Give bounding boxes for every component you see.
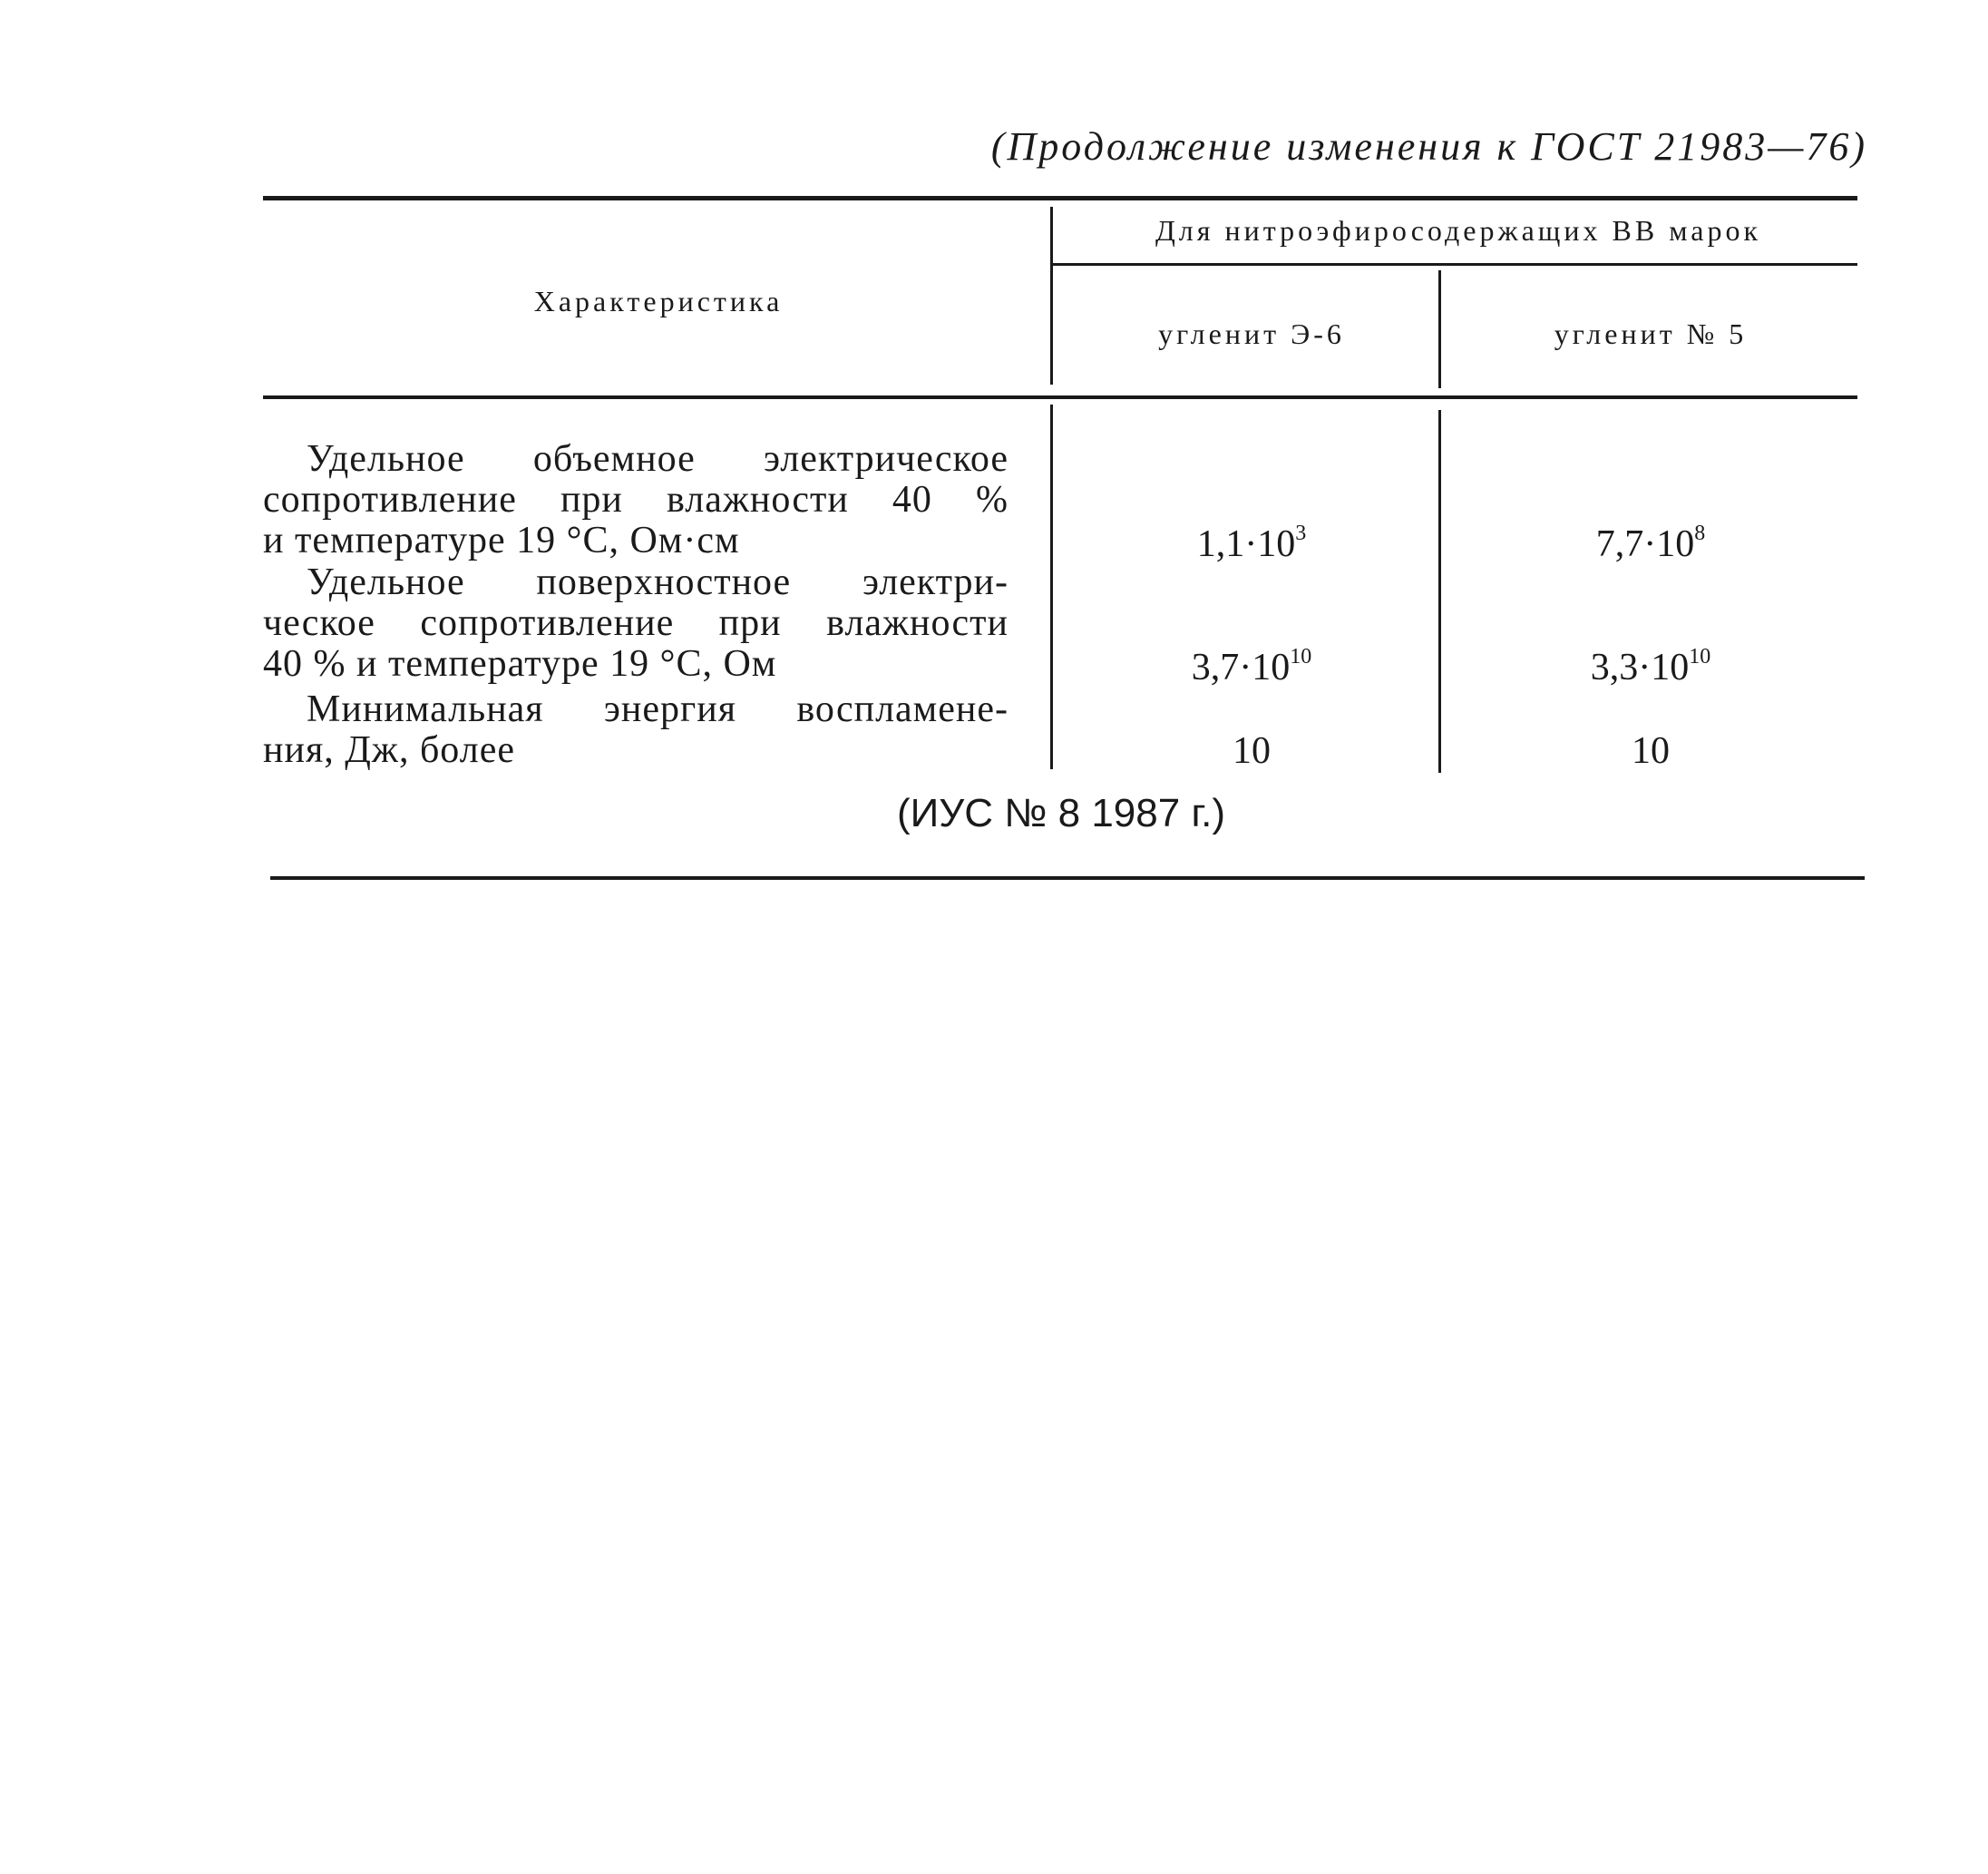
column-divider-sub-body xyxy=(1438,410,1441,773)
bottom-rule xyxy=(270,876,1865,880)
value-volume-resistivity-5: $7,7\cdot 10^8$ xyxy=(1595,522,1706,565)
value-volume-resistivity-e6: $1,1\cdot 10^3$ xyxy=(1196,522,1307,565)
row-volume-resistivity-label: Удельное объемное электрическое сопротивление при влажности 40 % и температуре 19 °C, Ом·см xyxy=(263,438,1009,561)
row-ignition-energy-label: Минимальная энергия воспламене- ния, Дж, более xyxy=(263,688,1009,771)
row-surface-resistivity-label: Удельное поверхностное электри- ческое сопротивление при влажности 40 % и температуре 19 °C, Ом xyxy=(263,561,1009,685)
header-bottom-rule xyxy=(263,395,1857,399)
column-divider-main-body xyxy=(1050,405,1053,769)
ius-reference-note: (ИУС № 8 1987 г.) xyxy=(896,791,1225,835)
value-surface-resistivity-e6: $3,7\cdot 10^{10}$ xyxy=(1191,645,1312,688)
value-ignition-energy-5: 10 xyxy=(1632,730,1670,772)
header-explosive-group: Для нитроэфиросодержащих ВВ марок xyxy=(1155,214,1762,247)
header-characteristic: Характеристика xyxy=(533,285,784,317)
header-uglenit-5: угленит № 5 xyxy=(1554,317,1748,350)
value-ignition-energy-e6: 10 xyxy=(1233,730,1271,772)
group-header-rule xyxy=(1052,263,1857,266)
table-top-rule xyxy=(263,196,1857,200)
header-uglenit-e6: угленит Э-6 xyxy=(1158,317,1345,350)
continuation-note: (Продолжение изменения к ГОСТ 21983—76) xyxy=(990,124,1867,169)
value-surface-resistivity-5: $3,3\cdot 10^{10}$ xyxy=(1590,645,1711,688)
